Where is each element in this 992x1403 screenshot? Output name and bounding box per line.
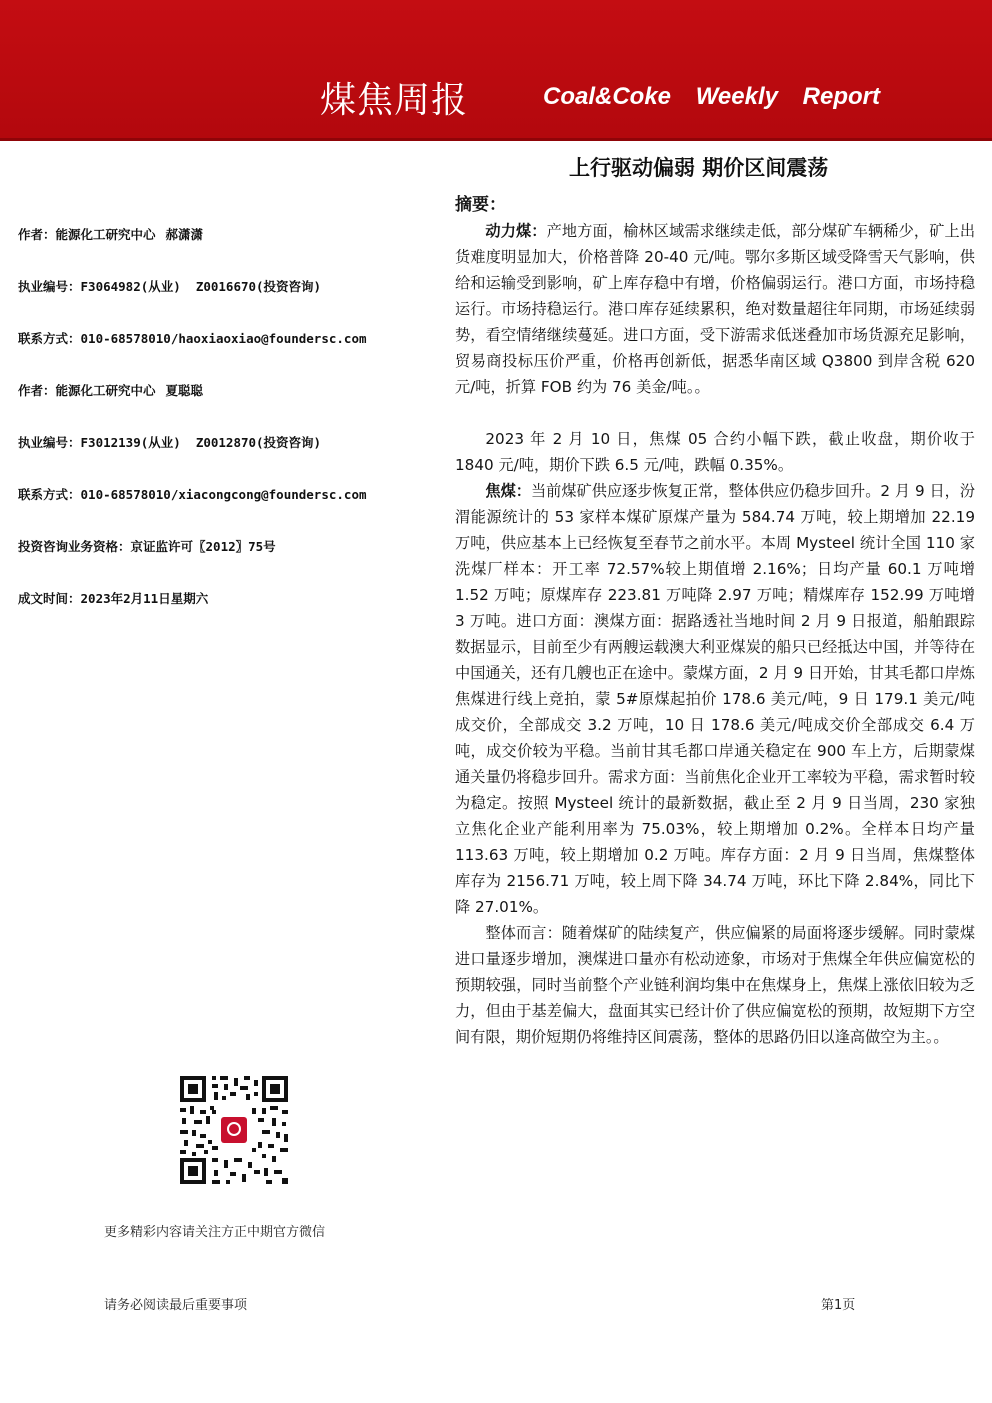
publish-date — [18, 590, 438, 642]
qualification-label: 投资咨询业务资格： — [18, 539, 131, 554]
contact-2 — [18, 486, 438, 538]
qualification — [18, 538, 438, 590]
contact-2-value: 010-68578010/xiacongcong@foundersc.com — [80, 487, 367, 502]
author-2-org: 能源化工研究中心 — [55, 383, 156, 398]
contact-1-label: 联系方式： — [18, 331, 81, 346]
author-1 — [18, 226, 438, 278]
license-1 — [18, 278, 438, 330]
license-2-label: 执业编号： — [18, 435, 81, 450]
qr-caption: 更多精彩内容请关注方正中期官方微信 — [104, 1225, 326, 1240]
contact-1-value: 010-68578010/haoxiaoxiao@foundersc.com — [80, 331, 367, 346]
license-1-label: 执业编号： — [18, 279, 81, 294]
power-coal-paragraph — [455, 218, 975, 400]
license-2 — [18, 434, 438, 486]
author-2-label: 作者： — [18, 383, 56, 398]
report-title-en: Coal&Coke Weekly Report — [543, 83, 880, 110]
author-2 — [18, 382, 438, 434]
header-banner — [0, 0, 992, 141]
author-1-org: 能源化工研究中心 — [55, 227, 156, 242]
license-1-value: F3064982(从业) Z0016670(投资咨询) — [80, 279, 322, 294]
page-number: 第1页 — [821, 1298, 856, 1313]
overall-paragraph: 整体而言：随着煤矿的陆续复产，供应偏紧的局面将逐步缓解。同时蒙煤进口量逐步增加，澳煤进口量亦有松动迹象，市场对于焦煤全年供应偏宽松的预期较强，同时当前整个产业链利润均集中在焦煤身上，焦煤上涨依旧较为乏力，但由于基差偏大，盘面其实已经计价了供应偏宽松的预期，故短期下方空间有限，期价短期仍将维持区间震荡，整体的思路仍旧以逢高做空为主。。 — [455, 924, 975, 1046]
contact-2-label: 联系方式： — [18, 487, 81, 502]
author-sidebar — [18, 226, 438, 642]
author-1-label: 作者： — [18, 227, 56, 242]
summary-title: 摘要： — [455, 195, 506, 215]
coking-coal-text: 当前煤矿供应逐步恢复正常，整体供应仍稳步回升。2 月 9 日，汾渭能源统计的 53 家样本煤矿原煤产量为 584.74 万吨，较上期增加 22.19 万吨，供应基本上已经恢复至春节之前水平。本周 Mysteel 统计全国 110 家洗煤厂样本：开工率 72.57%较上期值增 2.16%；日均产量 60.1 万吨增 1.52 万吨；原煤库存 223.81 万吨降 2.97 万吨；精煤库存 152.99 万吨增 3 万吨。进口方面：澳煤方面：据路透社当地时间 2 月 9 日报道，船舶跟踪数据显示，目前至少有两艘运载澳大利亚煤炭的船只已经抵达中国，并等待在中国通关，还有几艘也正在途中。蒙煤方面，2 月 9 日开始，甘其毛都口岸炼焦煤进行线上竞拍，蒙 5#原煤起拍价 178.6 美元/吨，9 日 179.1 美元/吨成交价，全部成交 3.2 万吨，10 日 178.6 美元/吨成交价全部成交 6.4 万吨，成交价较为平稳。当前甘其毛都口岸通关稳定在 900 车上方，后期蒙煤通关量仍将稳步回升。需求方面：当前焦化企业开工率较为平稳，需求暂时较为稳定。按照 Mysteel 统计的最新数据，截止至 2 月 9 日当周，230 家独立焦化企业产能利用率为 75.03%，较上期增加 0.2%。全样本日均产量 113.63 万吨，较上期增加 0.2 万吨。库存方面：2 月 9 日当周，焦煤整体库存为 2156.71 万吨，较上周下降 34.74 万吨，环比下降 2.84%，同比下降 27.01%。 — [455, 482, 976, 916]
qualification-value: 京证监许可〖2012〗75号 — [130, 539, 276, 554]
summary-section — [455, 192, 975, 1050]
footer-notice: 请务必阅读最后重要事项 — [104, 1298, 248, 1313]
headline: 上行驱动偏弱 期价区间震荡 — [569, 156, 829, 180]
publish-date-value: 2023年2月11日星期六 — [80, 591, 209, 606]
contact-1 — [18, 330, 438, 382]
publish-date-label: 成文时间： — [18, 591, 81, 606]
license-2-value: F3012139(从业) Z0012870(投资咨询) — [80, 435, 322, 450]
wechat-qr-code — [178, 1074, 290, 1186]
coking-coal-lead: 焦煤： — [485, 482, 531, 500]
market-paragraph: 2023 年 2 月 10 日，焦煤 05 合约小幅下跌，截止收盘，期价收于 1840 元/吨，期价下跌 6.5 元/吨，跌幅 0.35%。 — [455, 430, 975, 474]
power-coal-lead: 动力煤： — [485, 222, 547, 240]
author-2-name: 夏聪聪 — [165, 383, 204, 398]
author-1-name: 郝潇潇 — [165, 227, 204, 242]
power-coal-text: 产地方面，榆林区域需求继续走低，部分煤矿车辆稀少，矿上出货难度明显加大，价格普降 20-40 元/吨。鄂尔多斯区域受降雪天气影响，供给和运输受到影响，矿上库存稳中有增，价格偏弱运行。港口方面，市场持稳运行。市场持稳运行。港口库存延续累积，绝对数量超往年同期，市场延续弱势，看空情绪继续蔓延。进口方面，受下游需求低迷叠加市场货源充足影响，贸易商投标压价严重，价格再创新低，据悉华南区域 Q3800 到岸含税 620 元/吨，折算 FOB 约为 76 美金/吨。。 — [455, 222, 976, 396]
report-title-cn: 煤焦周报 — [320, 80, 469, 121]
coking-coal-paragraph — [455, 478, 975, 920]
